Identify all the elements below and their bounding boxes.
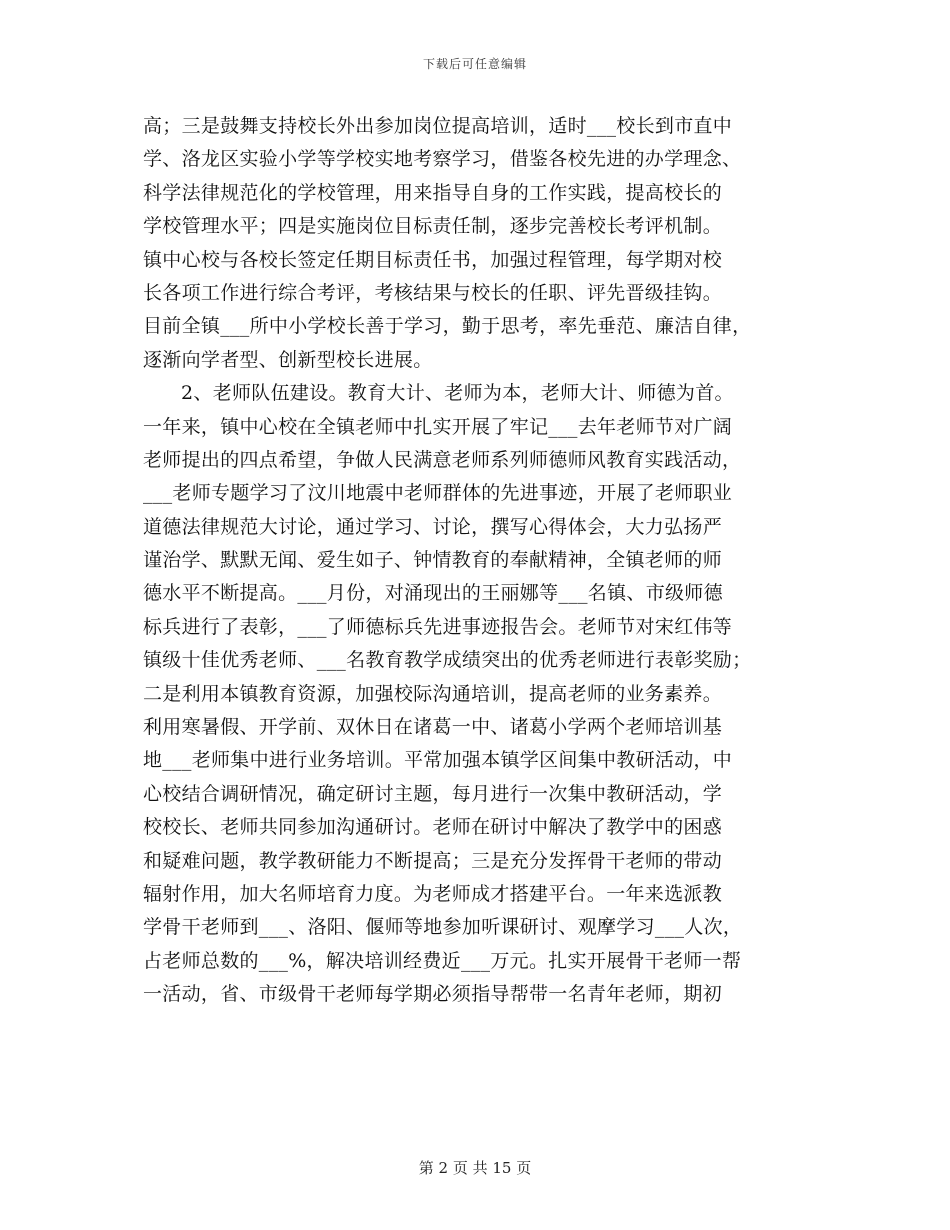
document-body [143, 110, 813, 1012]
text-line: 谨治学、默默无闻、爱生如子、钟情教育的奉献精神，全镇老师的师 [143, 549, 723, 572]
text-line: 长各项工作进行综合考评，考核结果与校长的任职、评先晋级挂钩。 [143, 281, 723, 304]
text-line: 和疑难问题，教学教研能力不断提高；三是充分发挥骨干老师的带动 [143, 849, 723, 872]
text-line: 镇级十佳优秀老师、___名教育教学成绩突出的优秀老师进行表彰奖励； [143, 649, 752, 672]
text-line: 科学法律规范化的学校管理，用来指导自身的工作实践，提高校长的 [143, 181, 723, 204]
text-line: 一年来，镇中心校在全镇老师中扎实开展了牢记___去年老师节对广阔 [143, 415, 733, 438]
text-line: 学校管理水平；四是实施岗位目标责任制，逐步完善校长考评机制。 [143, 215, 723, 238]
page-header: 下载后可任意编辑 [422, 57, 527, 71]
text-line: ___老师专题学习了汶川地震中老师群体的先进事迹，开展了老师职业 [143, 482, 733, 505]
text-line: 地___老师集中进行业务培训。平常加强本镇学区间集中教研活动，中 [143, 749, 733, 772]
text-line: 目前全镇___所中小学校长善于学习，勤于思考，率先垂范、廉洁自律， [143, 315, 752, 338]
text-line: 占老师总数的___%，解决培训经费近___万元。扎实开展骨干老师一帮 [143, 949, 742, 972]
text-line: 二是利用本镇教育资源，加强校际沟通培训，提高老师的业务素养。 [143, 682, 723, 705]
text-line: 镇中心校与各校长签定任期目标责任书，加强过程管理，每学期对校 [143, 248, 723, 271]
text-line: 心校结合调研情况，确定研讨主题，每月进行一次集中教研活动，学 [143, 782, 723, 805]
text-line: 学、洛龙区实验小学等学校实地考察学习，借鉴各校先进的办学理念、 [143, 148, 742, 171]
text-line: 逐渐向学者型、创新型校长进展。 [143, 348, 433, 371]
text-line: 学骨干老师到___、洛阳、偃师等地参加听课研讨、观摩学习___人次， [143, 916, 743, 939]
text-line: 标兵进行了表彰，___了师德标兵先进事迹报告会。老师节对宋红伟等 [143, 615, 733, 638]
text-line: 一活动，省、市级骨干老师每学期必须指导帮带一名青年老师，期初 [143, 983, 723, 1006]
text-line: 老师提出的四点希望，争做人民满意老师系列师德师风教育实践活动， [143, 448, 742, 471]
text-line: 利用寒暑假、开学前、双休日在诸葛一中、诸葛小学两个老师培训基 [143, 716, 723, 739]
text-line: 高；三是鼓舞支持校长外出参加岗位提高培训，适时___校长到市直中 [143, 115, 733, 137]
page-number-footer: 第 2 页 共 15 页 [418, 1159, 532, 1177]
text-line: 道德法律规范大讨论，通过学习、讨论，撰写心得体会，大力弘扬严 [143, 515, 723, 538]
paragraph-start-line: 2、老师队伍建设。教育大计、老师为本，老师大计、师德为首。 [181, 382, 734, 405]
text-line: 辐射作用，加大名师培育力度。为老师成才搭建平台。一年来选派教 [143, 882, 723, 905]
text-line: 校校长、老师共同参加沟通研讨。老师在研讨中解决了教学中的困惑 [143, 816, 723, 839]
text-line: 德水平不断提高。___月份，对涌现出的王丽娜等___名镇、市级师德 [143, 582, 723, 605]
